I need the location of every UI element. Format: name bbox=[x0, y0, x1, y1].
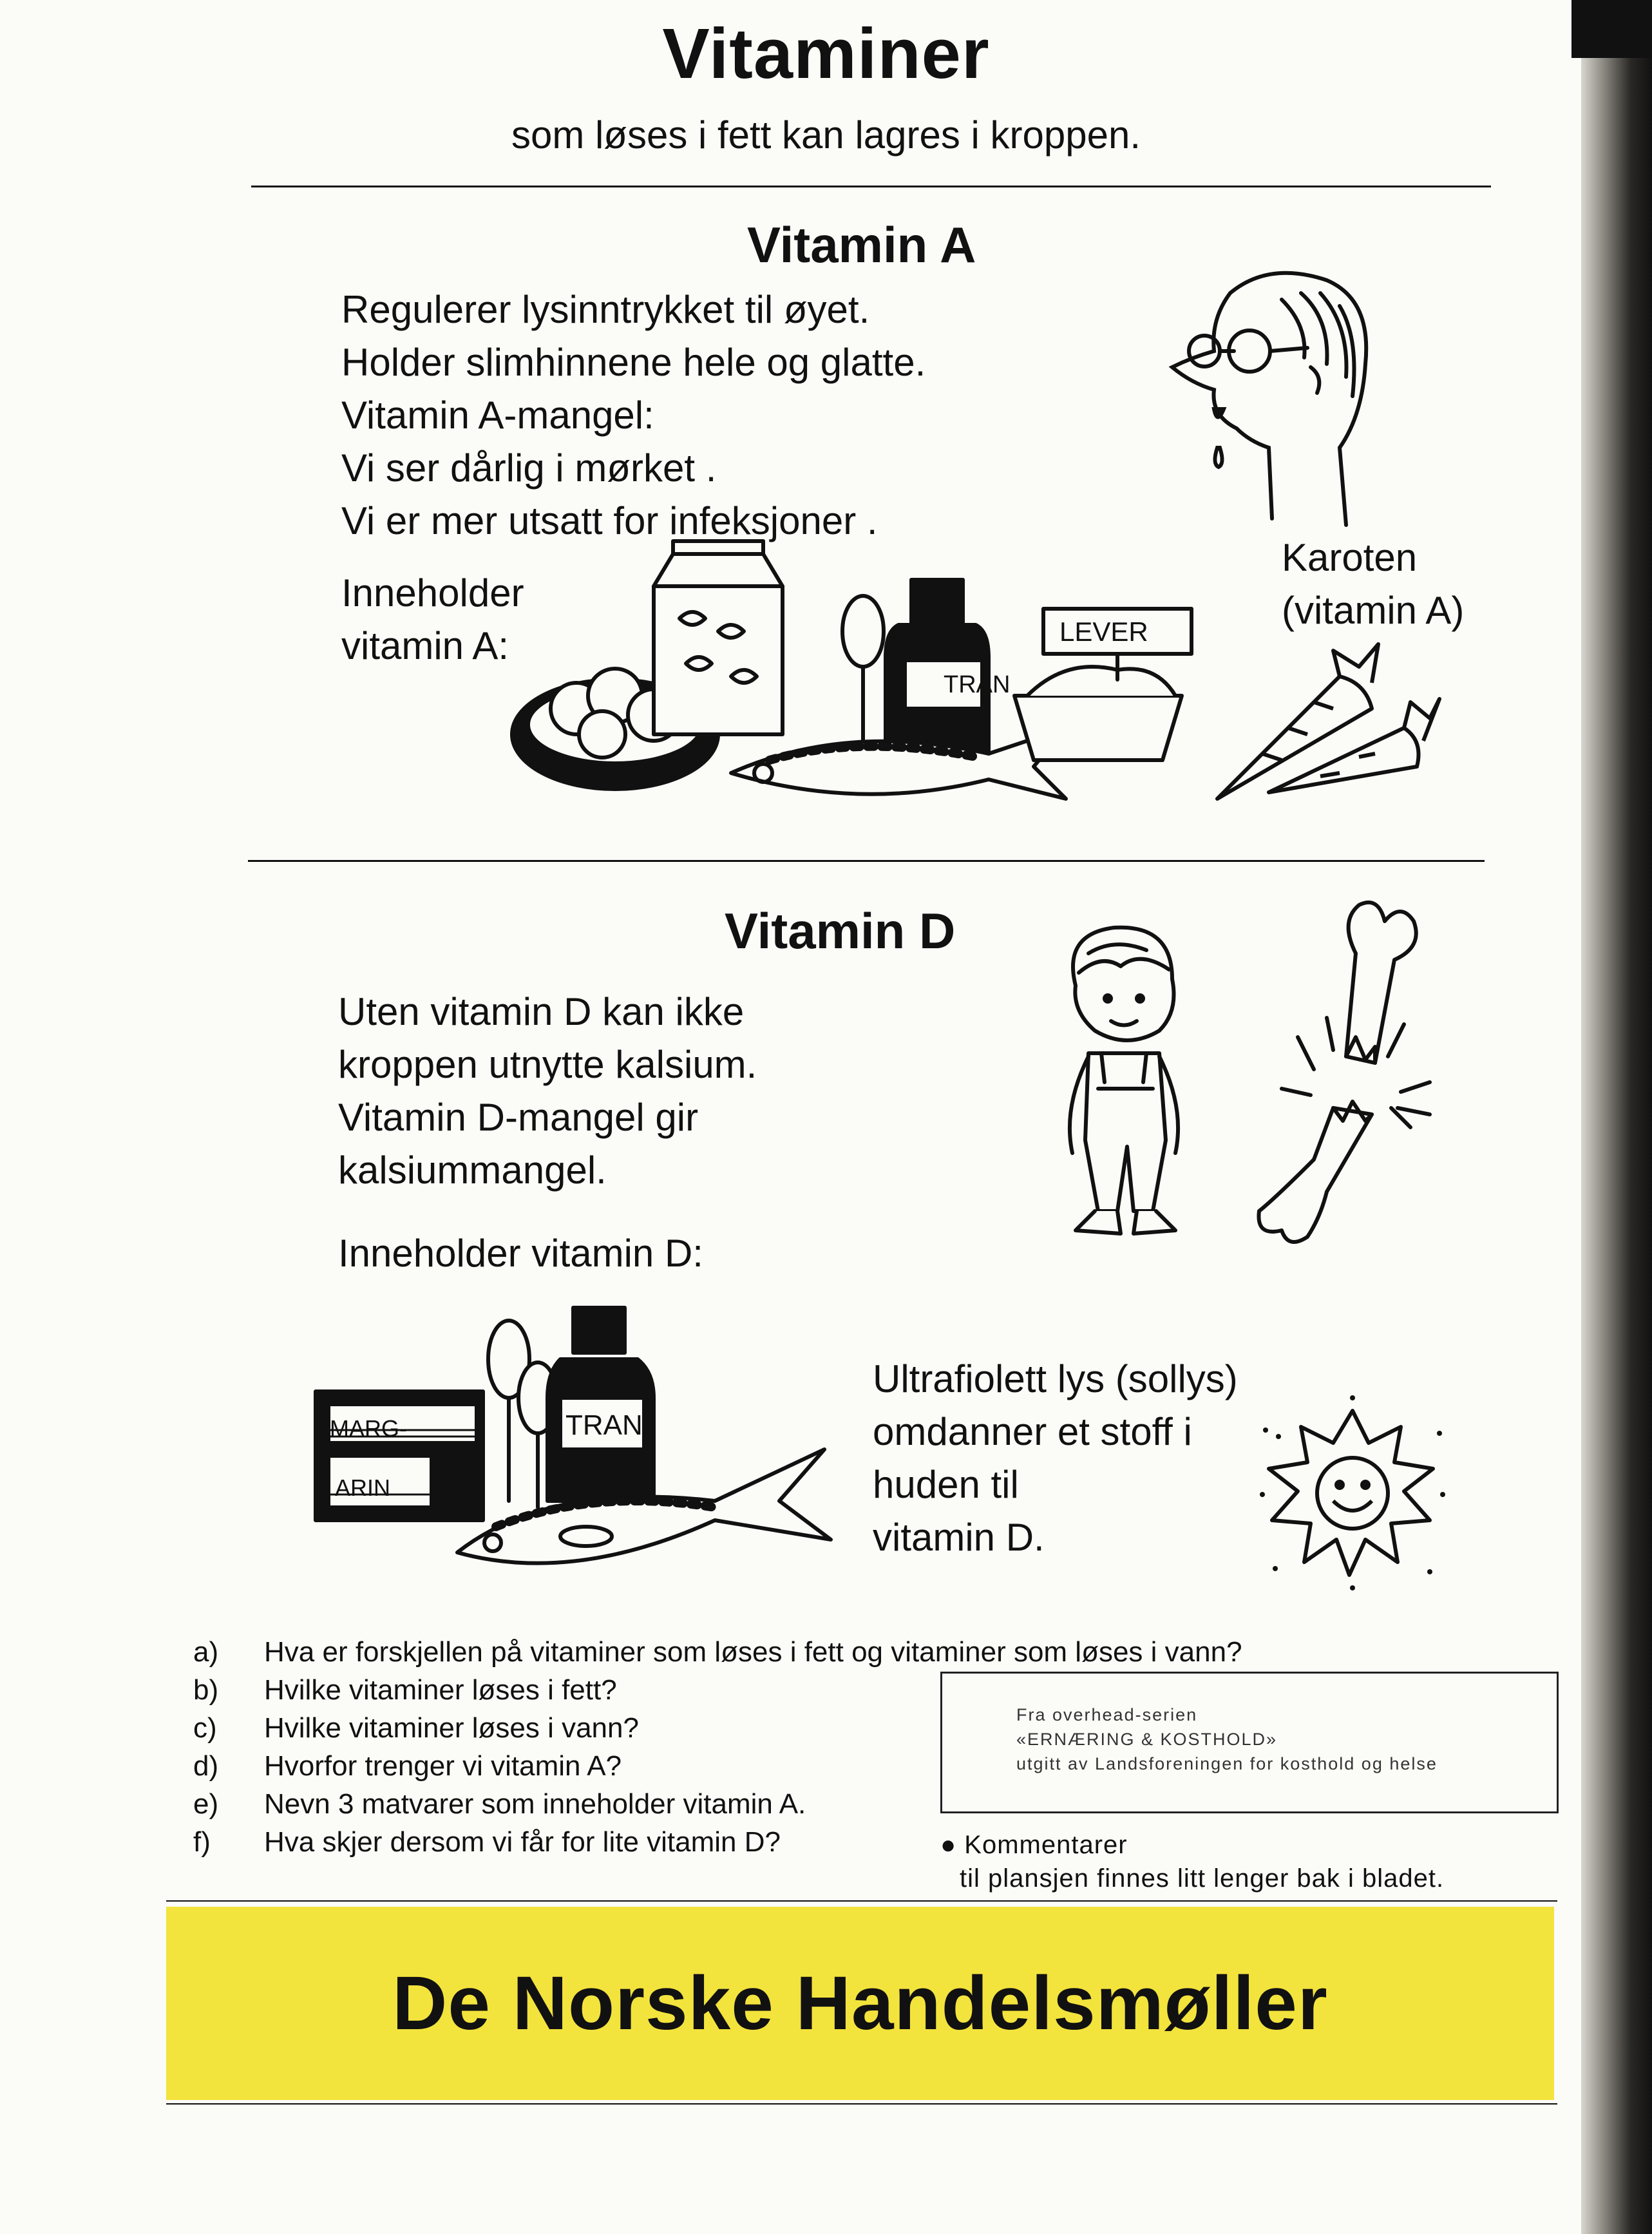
contains-label-line: Inneholder bbox=[341, 571, 524, 615]
child-illustration bbox=[1050, 915, 1204, 1256]
question-letter: e) bbox=[193, 1788, 219, 1820]
publisher-banner bbox=[166, 1907, 1554, 2100]
divider-banner-top bbox=[166, 1900, 1557, 1902]
vitamin-d-heading: Vitamin D bbox=[725, 902, 956, 959]
vitamin-a-line: Regulerer lysinntrykket til øyet. bbox=[341, 288, 870, 331]
vitamin-d-text bbox=[338, 986, 757, 1197]
person-with-glasses-illustration bbox=[1153, 254, 1410, 531]
divider-middle bbox=[248, 860, 1485, 862]
page-subtitle: som løses i fett kan lagres i kroppen. bbox=[511, 113, 1141, 157]
uv-line: Ultrafiolett lys (sollys) bbox=[873, 1357, 1238, 1400]
question-letter: b) bbox=[193, 1674, 219, 1706]
page-title: Vitaminer bbox=[662, 14, 990, 93]
vitamin-d-line: Uten vitamin D kan ikke bbox=[338, 990, 745, 1033]
divider-banner-bottom bbox=[166, 2103, 1557, 2105]
uv-line: omdanner et stoff i bbox=[873, 1410, 1192, 1453]
tran-label-d: TRAN bbox=[565, 1409, 643, 1441]
vitamin-d-line: kalsiummangel. bbox=[338, 1149, 607, 1192]
vitamin-a-line: Vi ser dårlig i mørket . bbox=[341, 446, 717, 490]
source-line: Fra overhead-serien bbox=[1016, 1705, 1198, 1724]
question-text: Hvilke vitaminer løses i fett? bbox=[264, 1674, 617, 1706]
carotene-label bbox=[1282, 531, 1464, 637]
question-letter: a) bbox=[193, 1636, 219, 1668]
publisher-name: De Norske Handelsmøller bbox=[392, 1961, 1328, 2046]
marg-label: MARG- bbox=[330, 1415, 407, 1442]
source-credit-box bbox=[940, 1672, 1559, 1813]
question-text: Hva skjer dersom vi får for lite vitamin D? bbox=[264, 1826, 781, 1858]
question-text: Hvorfor trenger vi vitamin A? bbox=[264, 1750, 622, 1782]
source-line: utgitt av Landsforeningen for kosthold og helse bbox=[1016, 1754, 1438, 1773]
comments-text: til plansjen finnes litt lenger bak i bladet. bbox=[960, 1864, 1445, 1893]
uv-line: vitamin D. bbox=[873, 1516, 1045, 1559]
vitamin-d-foods-illustration bbox=[303, 1308, 869, 1591]
vitamin-d-line: Vitamin D-mangel gir bbox=[338, 1096, 699, 1139]
vitamin-a-line: Vi er mer utsatt for infeksjoner . bbox=[341, 499, 878, 542]
lever-label: LEVER bbox=[1059, 616, 1148, 647]
carotene-label-line: (vitamin A) bbox=[1282, 589, 1465, 632]
comments-title: Kommentarer bbox=[964, 1831, 1128, 1859]
vitamin-a-text bbox=[341, 283, 926, 548]
divider-top bbox=[251, 186, 1491, 187]
question-text: Hva er forskjellen på vitaminer som løses i fett og vitaminer som løses i vann? bbox=[264, 1636, 1242, 1668]
broken-bone-illustration bbox=[1237, 895, 1462, 1256]
question-item bbox=[193, 1633, 1242, 1671]
sun-icon bbox=[1256, 1398, 1449, 1591]
arin-label: ARIN bbox=[335, 1475, 391, 1501]
vitamin-d-line: kroppen utnytte kalsium. bbox=[338, 1043, 757, 1086]
page-binding-edge bbox=[1581, 0, 1652, 2234]
question-text: Nevn 3 matvarer som inneholder vitamin A. bbox=[264, 1788, 806, 1820]
uv-light-text bbox=[873, 1353, 1238, 1564]
question-letter: f) bbox=[193, 1826, 211, 1858]
comments-note bbox=[940, 1828, 1444, 1895]
source-line: «ERNÆRING & KOSTHOLD» bbox=[1016, 1730, 1278, 1749]
question-text: Hvilke vitaminer løses i vann? bbox=[264, 1712, 639, 1744]
bullet-icon: ● bbox=[940, 1831, 957, 1859]
vitamin-a-contains-label bbox=[341, 567, 524, 673]
vitamin-a-heading: Vitamin A bbox=[747, 216, 976, 273]
carrots-illustration bbox=[1211, 638, 1443, 805]
vitamin-a-line: Holder slimhinnene hele og glatte. bbox=[341, 341, 926, 384]
tran-label-a: TRAN bbox=[944, 671, 1011, 698]
carotene-label-line: Karoten bbox=[1282, 536, 1418, 579]
uv-line: huden til bbox=[873, 1463, 1019, 1506]
vitamin-a-foods-illustration bbox=[499, 541, 1208, 812]
vitamin-a-line: Vitamin A-mangel: bbox=[341, 394, 654, 437]
contains-label-line: vitamin A: bbox=[341, 624, 509, 667]
vitamin-d-contains-label: Inneholder vitamin D: bbox=[338, 1232, 703, 1275]
question-letter: c) bbox=[193, 1712, 217, 1744]
question-letter: d) bbox=[193, 1750, 219, 1782]
